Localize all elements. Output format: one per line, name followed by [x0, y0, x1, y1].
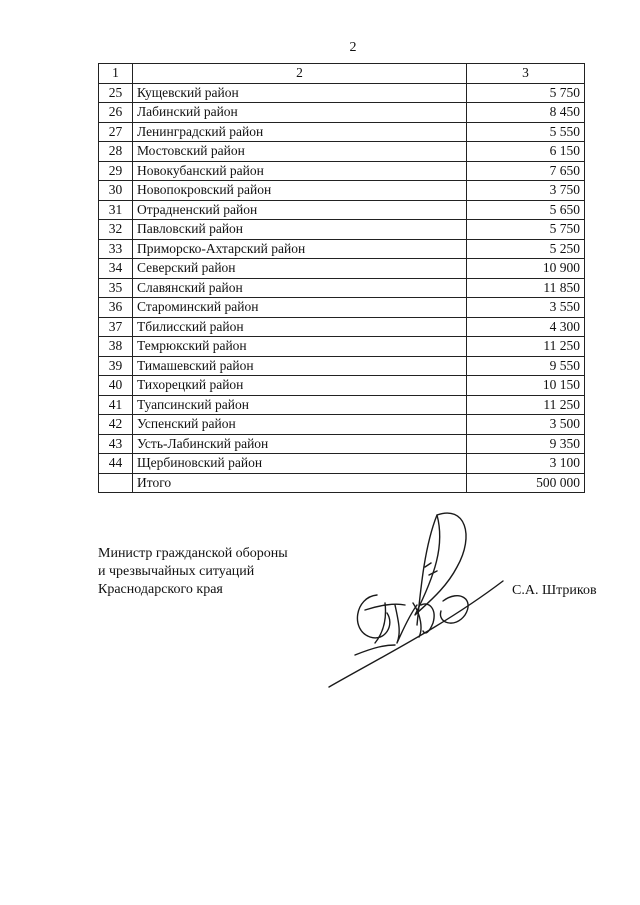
table-row	[99, 142, 585, 162]
amount-cell: 3 550	[467, 298, 585, 318]
signer-name: С.А. Штриков	[512, 583, 597, 598]
amount-cell: 6 150	[467, 142, 585, 162]
row-number-cell: 37	[99, 317, 133, 337]
table-body	[99, 64, 585, 493]
row-number-cell: 44	[99, 454, 133, 474]
amount-cell: 11 850	[467, 278, 585, 298]
amount-cell: 11 250	[467, 395, 585, 415]
amount-cell: 5 750	[467, 220, 585, 240]
district-name-cell: Итого	[133, 473, 467, 493]
amount-cell: 5 650	[467, 200, 585, 220]
district-name-cell: Северский район	[133, 259, 467, 279]
row-number-cell: 36	[99, 298, 133, 318]
row-number-cell: 39	[99, 356, 133, 376]
amount-cell: 3 750	[467, 181, 585, 201]
district-name-cell: Славянский район	[133, 278, 467, 298]
district-name-cell: Успенский район	[133, 415, 467, 435]
amount-cell: 4 300	[467, 317, 585, 337]
district-name-cell: Щербиновский район	[133, 454, 467, 474]
row-number-cell: 43	[99, 434, 133, 454]
row-number-cell: 25	[99, 83, 133, 103]
page-number: 2	[349, 40, 357, 55]
row-number-cell: 30	[99, 181, 133, 201]
table-row	[99, 122, 585, 142]
amount-cell: 5 750	[467, 83, 585, 103]
district-name-cell: Ленинградский район	[133, 122, 467, 142]
row-number-cell: 26	[99, 103, 133, 123]
district-name-cell: Приморско-Ахтарский район	[133, 239, 467, 259]
table-row	[99, 356, 585, 376]
district-name-cell: Темрюкский район	[133, 337, 467, 357]
signer-title-line-1: Министр гражданской обороны	[98, 546, 288, 561]
row-number-cell: 32	[99, 220, 133, 240]
table-row	[99, 376, 585, 396]
amount-cell: 5 250	[467, 239, 585, 259]
amount-cell: 10 150	[467, 376, 585, 396]
header-cell-1: 1	[99, 64, 133, 84]
amount-cell: 3 500	[467, 415, 585, 435]
table-row	[99, 200, 585, 220]
table-header-row	[99, 64, 585, 84]
district-name-cell: Мостовский район	[133, 142, 467, 162]
total-row	[99, 473, 585, 493]
district-name-cell: Новокубанский район	[133, 161, 467, 181]
row-number-cell: 38	[99, 337, 133, 357]
amount-cell: 9 350	[467, 434, 585, 454]
row-number-cell: 41	[99, 395, 133, 415]
row-number-cell: 33	[99, 239, 133, 259]
district-name-cell: Тбилисский район	[133, 317, 467, 337]
district-name-cell: Тихорецкий район	[133, 376, 467, 396]
row-number-cell: 31	[99, 200, 133, 220]
row-number-cell: 35	[99, 278, 133, 298]
table-row	[99, 161, 585, 181]
district-table	[98, 63, 585, 493]
table-row	[99, 239, 585, 259]
district-name-cell: Усть-Лабинский район	[133, 434, 467, 454]
district-name-cell: Новопокровский район	[133, 181, 467, 201]
amount-cell: 3 100	[467, 454, 585, 474]
amount-cell: 9 550	[467, 356, 585, 376]
signature-block	[98, 545, 288, 599]
district-name-cell: Отрадненский район	[133, 200, 467, 220]
table-row	[99, 434, 585, 454]
signer-title-line-3: Краснодарского края	[98, 582, 223, 597]
amount-cell: 10 900	[467, 259, 585, 279]
row-number-cell: 40	[99, 376, 133, 396]
table-row	[99, 317, 585, 337]
amount-cell: 8 450	[467, 103, 585, 123]
table-row	[99, 103, 585, 123]
signer-title-line-2: и чрезвычайных ситуаций	[98, 564, 255, 579]
amount-cell: 500 000	[467, 473, 585, 493]
table-row	[99, 298, 585, 318]
amount-cell: 7 650	[467, 161, 585, 181]
table-row	[99, 395, 585, 415]
table-row	[99, 454, 585, 474]
table-row	[99, 181, 585, 201]
row-number-cell	[99, 473, 133, 493]
district-name-cell: Тимашевский район	[133, 356, 467, 376]
district-name-cell: Туапсинский район	[133, 395, 467, 415]
district-name-cell: Староминский район	[133, 298, 467, 318]
district-name-cell: Павловский район	[133, 220, 467, 240]
row-number-cell: 42	[99, 415, 133, 435]
table-row	[99, 83, 585, 103]
handwritten-signature	[325, 505, 515, 695]
header-cell-3: 3	[467, 64, 585, 84]
table-row	[99, 278, 585, 298]
table-row	[99, 220, 585, 240]
row-number-cell: 29	[99, 161, 133, 181]
amount-cell: 11 250	[467, 337, 585, 357]
district-name-cell: Кущевский район	[133, 83, 467, 103]
table-row	[99, 259, 585, 279]
amount-cell: 5 550	[467, 122, 585, 142]
table-row	[99, 337, 585, 357]
district-name-cell: Лабинский район	[133, 103, 467, 123]
row-number-cell: 28	[99, 142, 133, 162]
row-number-cell: 34	[99, 259, 133, 279]
table-row	[99, 415, 585, 435]
row-number-cell: 27	[99, 122, 133, 142]
header-cell-2: 2	[133, 64, 467, 84]
